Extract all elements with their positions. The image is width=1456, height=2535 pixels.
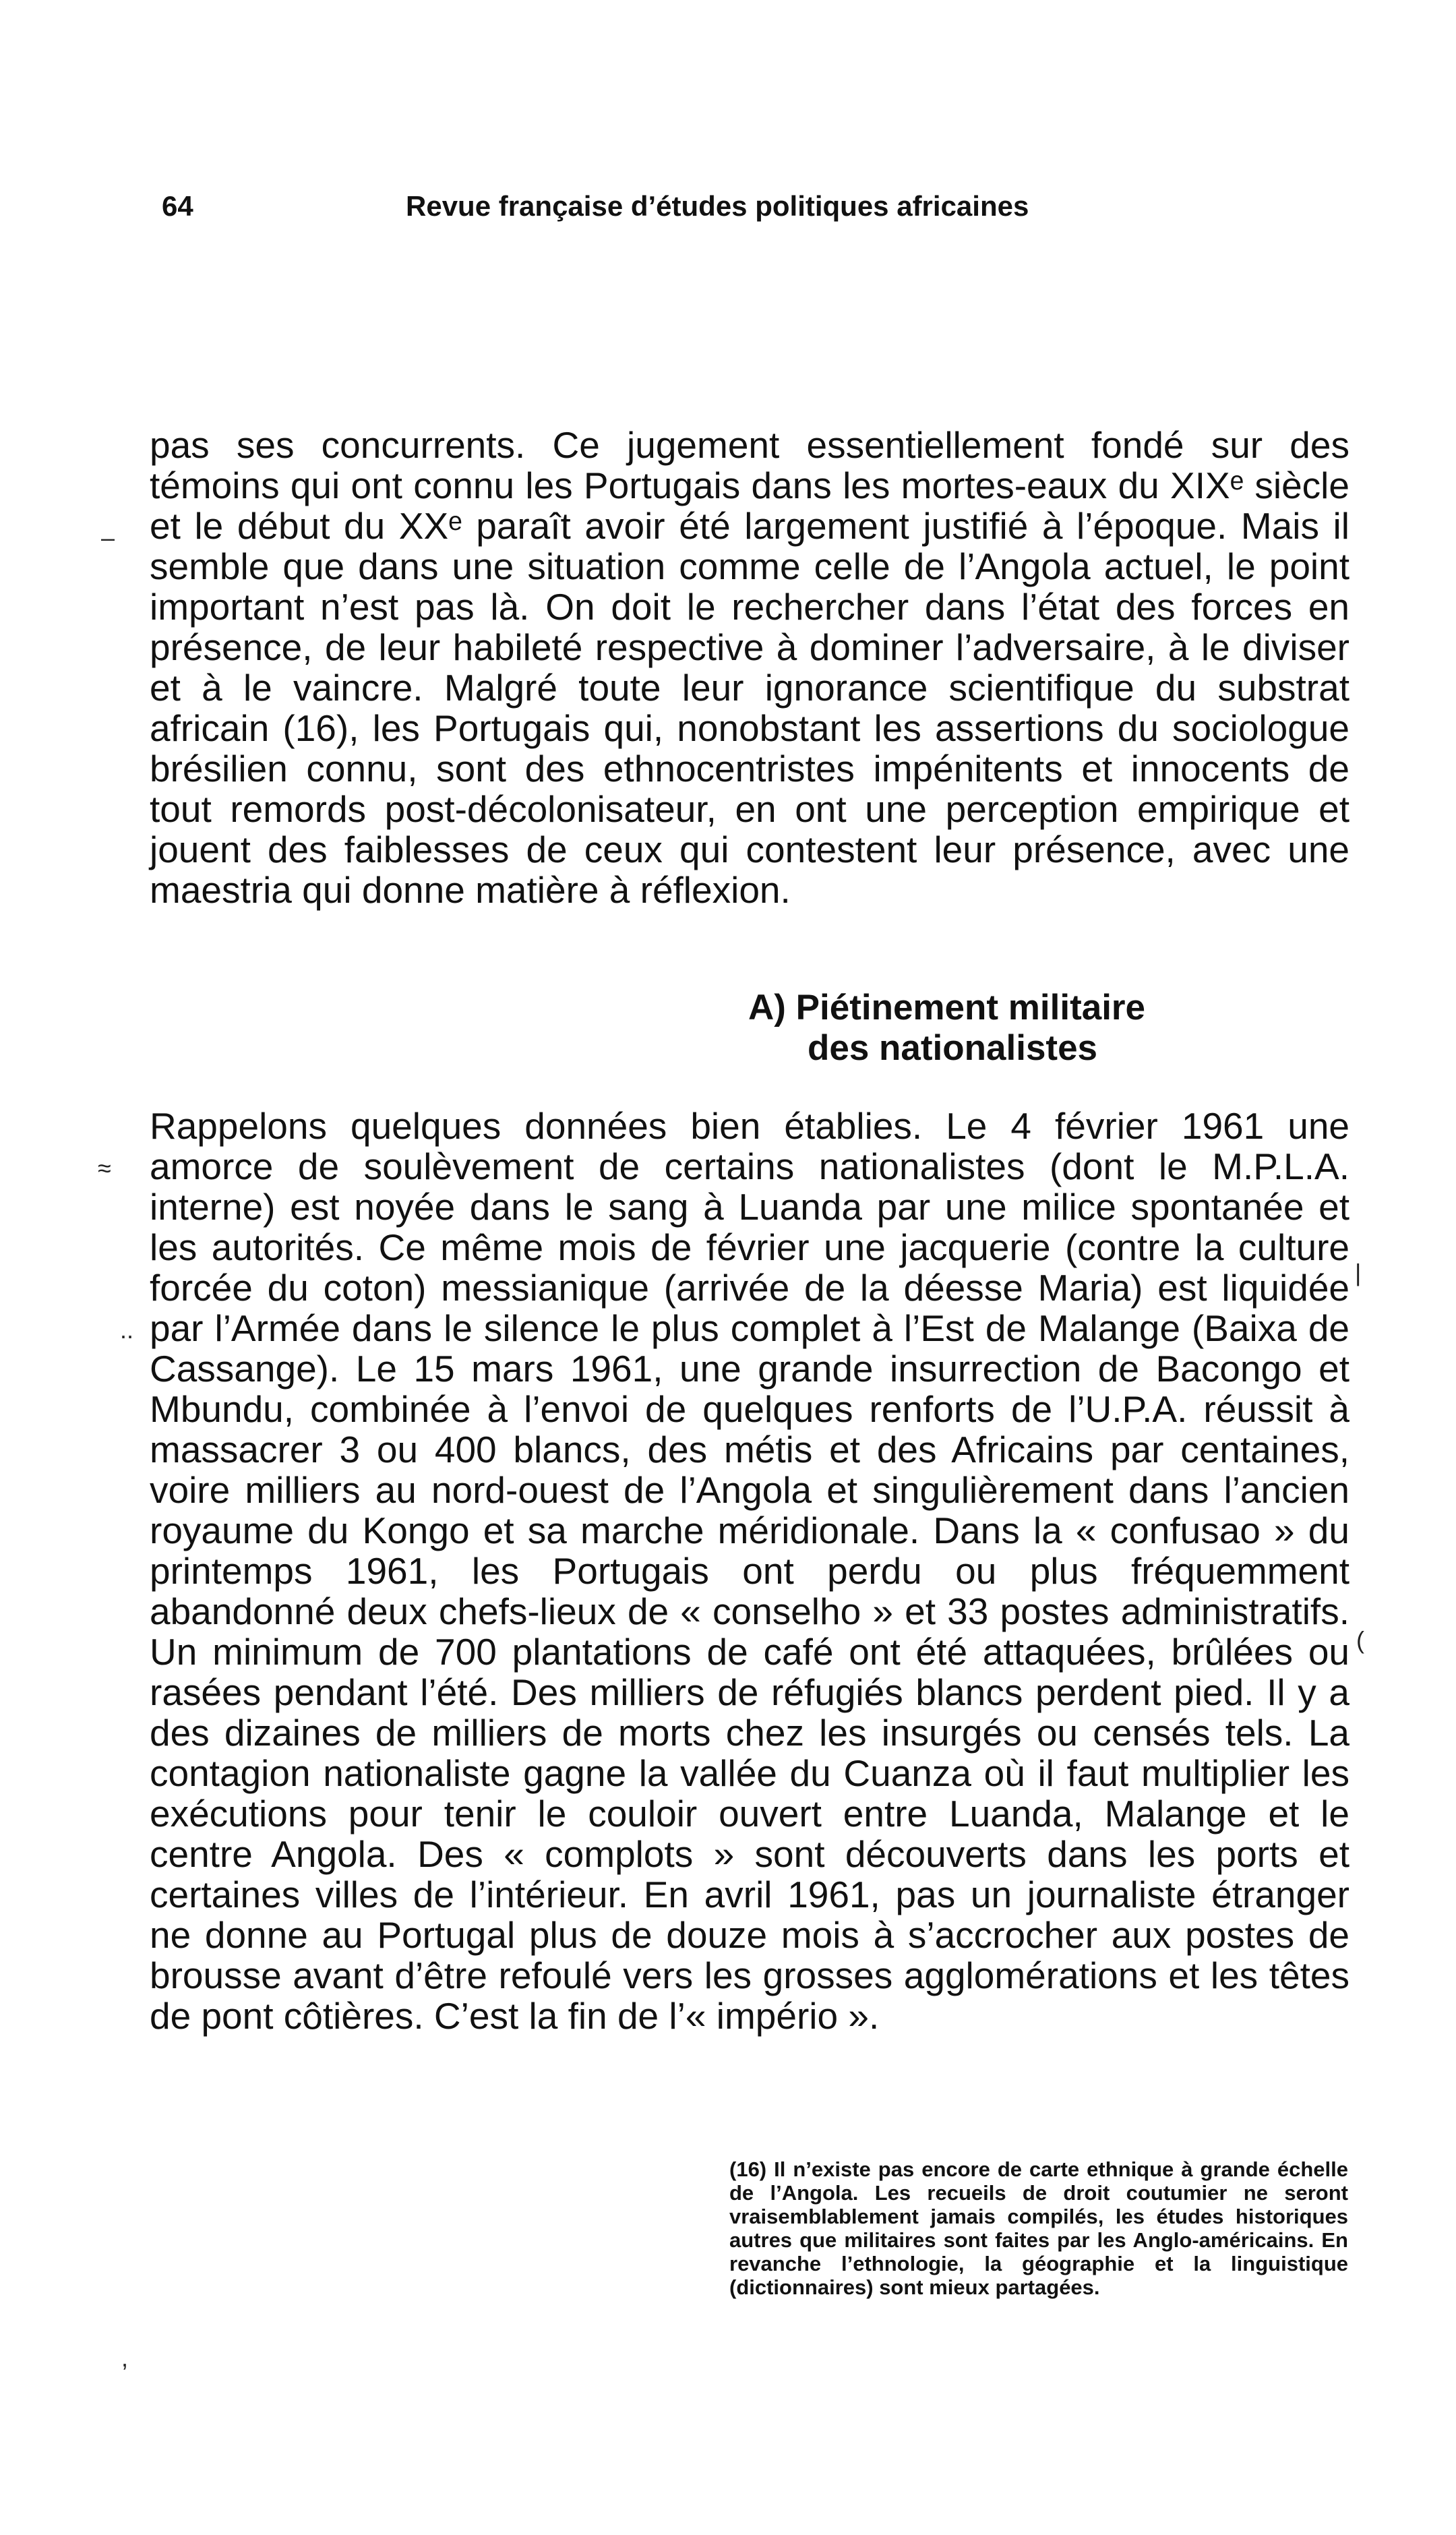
margin-mark: – (101, 524, 115, 551)
section-heading-line: A) Piétinement militaire (748, 988, 1146, 1027)
margin-mark: .. (120, 1316, 134, 1344)
body-paragraph: Rappelons quelques données bien établies. Le 4 février 1961 une amorce de soulèvement de certains nationalistes (dont le M.P.L.A. interne) est noyée dans le sang à Luanda par une milice spontanée et les autorités. Ce même mois de février une jacquerie (contre la culture forcée du coton) messianique (arrivée de la déesse Maria) est liquidée par l’Armée dans le silence le plus complet à l’Est de Malange (Baixa de Cassange). Le 15 mars 1961, une grande insurrection de Bacongo et Mbundu, combinée à l’envoi de quelques renforts de l’U.P.A. réussit à massacrer 3 ou 400 blancs, des métis et des Africains par centaines, voire milliers au nord-ouest de l’Angola et singulièrement dans l’ancien royaume du Kongo et sa marche méridionale. Dans la « confusao » du printemps 1961, les Portugais ont perdu ou plus fréquemment abandonné deux chefs-lieux de « conselho » et 33 postes administratifs. Un minimum de 700 plantations de café ont été attaquées, brûlées ou rasées pendant l’été. Des milliers de réfugiés blancs perdent pied. Il y a des dizaines de milliers de morts chez les insurgés ou censés tels. La contagion nationaliste gagne la vallée du Cuanza où il faut multiplier les exécutions pour tenir le couloir ouvert entre Luanda, Malange et le centre Angola. Des « complots » sont découverts dans les ports et certaines villes de l’intérieur. En avril 1961, pas un journaliste étranger ne donne au Portugal plus de douze mois à s’accrocher aux postes de brousse avant d’être refoulé vers les grosses agglomérations et les têtes de pont côtières. C’est la fin de l’« império ». (150, 1105, 1349, 2037)
page-number: 64 (162, 190, 193, 222)
footnote: (16) Il n’existe pas encore de carte ethnique à grande échelle de l’Angola. Les recueils de droit coutumier ne seront vraisemblablement jamais compilés, les études historiques autres que militaires sont faites par les Anglo-américains. En revanche l’ethnologie, la géographie et la linguistique (dictionnaires) sont mieux partagées. (729, 2157, 1348, 2299)
margin-mark: ≈ (98, 1154, 111, 1182)
margin-mark: | (1355, 1259, 1362, 1286)
journal-title: Revue française d’études politiques africaines (406, 190, 1029, 222)
running-head (162, 190, 1173, 231)
section-heading (748, 988, 1220, 1069)
margin-mark: , (121, 2344, 129, 2372)
body-paragraph: pas ses concurrents. Ce jugement essentiellement fondé sur des témoins qui ont connu les Portugais dans les mortes-eaux du XIXᵉ siècle et le début du XXᵉ paraît avoir été largement justifié à l’époque. Mais il semble que dans une situation comme celle de l’Angola actuel, le point important n’est pas là. On doit le rechercher dans l’état des forces en présence, de leur habileté respective à dominer l’adversaire, à le diviser et à le vaincre. Malgré toute leur ignorance scientifique du substrat africain (16), les Portugais qui, nonobstant les assertions du sociologue brésilien connu, sont des ethnocentristes impénitents et innocents de tout remords post-décolonisateur, en ont une perception empirique et jouent des faiblesses de ceux qui contestent leur présence, avec une maestria qui donne matière à réflexion. (150, 424, 1349, 911)
margin-mark: ( (1356, 1626, 1364, 1654)
section-heading-line: des nationalistes (808, 1028, 1098, 1068)
